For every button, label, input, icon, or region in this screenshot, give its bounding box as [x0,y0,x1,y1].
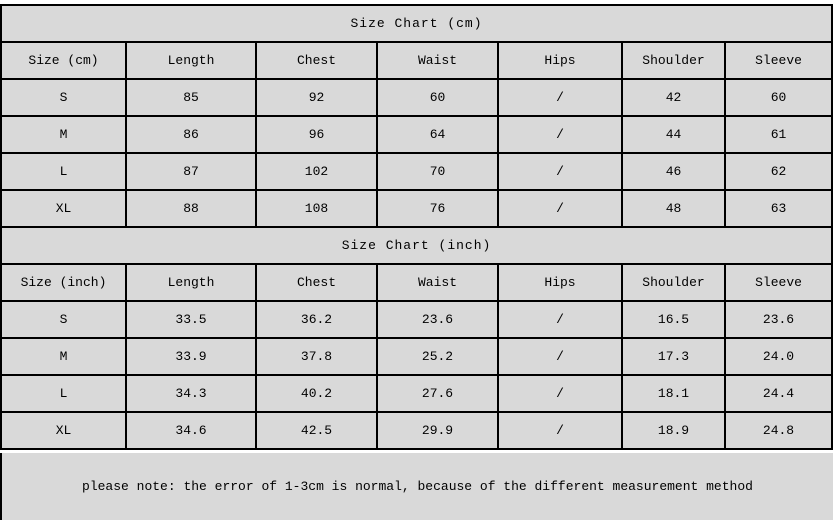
cell-value: 60 [725,79,832,116]
cell-value: 18.1 [622,375,725,412]
column-header-sleeve: Sleeve [725,42,832,79]
column-header-shoulder: Shoulder [622,264,725,301]
cell-value: / [498,375,622,412]
cell-value: 42 [622,79,725,116]
size-tables [0,4,833,450]
cell-value: 96 [256,116,377,153]
cell-value: 76 [377,190,498,227]
cell-value: 29.9 [377,412,498,449]
cell-value: 34.6 [126,412,256,449]
size-chart-inch-table [0,226,833,450]
column-header-chest: Chest [256,264,377,301]
size-label: L [1,153,126,190]
cell-value: 46 [622,153,725,190]
column-header-chest: Chest [256,42,377,79]
size-label: M [1,116,126,153]
size-label: XL [1,190,126,227]
cell-value: 24.0 [725,338,832,375]
cell-value: 40.2 [256,375,377,412]
cell-value: 37.8 [256,338,377,375]
column-header-shoulder: Shoulder [622,42,725,79]
cell-value: 85 [126,79,256,116]
cell-value: 27.6 [377,375,498,412]
cell-value: 23.6 [725,301,832,338]
cell-value: 88 [126,190,256,227]
cell-value: / [498,190,622,227]
table-row [1,79,832,116]
column-header-sleeve: Sleeve [725,264,832,301]
cell-value: 92 [256,79,377,116]
cell-value: 17.3 [622,338,725,375]
column-header-size: Size (cm) [1,42,126,79]
size-label: M [1,338,126,375]
cell-value: 61 [725,116,832,153]
cell-value: 44 [622,116,725,153]
cell-value: 108 [256,190,377,227]
table-title-row [1,5,832,42]
size-label: S [1,301,126,338]
column-header-waist: Waist [377,42,498,79]
column-header-length: Length [126,264,256,301]
cell-value: 42.5 [256,412,377,449]
cell-value: 64 [377,116,498,153]
size-label: S [1,79,126,116]
table-row [1,375,832,412]
column-header-length: Length [126,42,256,79]
cell-value: 102 [256,153,377,190]
cell-value: / [498,116,622,153]
cell-value: 62 [725,153,832,190]
cell-value: 18.9 [622,412,725,449]
column-header-hips: Hips [498,264,622,301]
cell-value: 24.8 [725,412,832,449]
cell-value: 25.2 [377,338,498,375]
table-row [1,116,832,153]
cell-value: 34.3 [126,375,256,412]
cell-value: 70 [377,153,498,190]
note-box [0,453,833,520]
cell-value: 63 [725,190,832,227]
cell-value: / [498,301,622,338]
note-text: please note: the error of 1-3cm is normal, because of the different measurement method [82,479,753,494]
size-label: L [1,375,126,412]
table-title-inch: Size Chart (inch) [1,227,832,264]
header-row [1,264,832,301]
cell-value: 36.2 [256,301,377,338]
column-header-waist: Waist [377,264,498,301]
cell-value: / [498,338,622,375]
size-label: XL [1,412,126,449]
cell-value: 16.5 [622,301,725,338]
cell-value: 33.9 [126,338,256,375]
table-row [1,301,832,338]
cell-value: 48 [622,190,725,227]
header-row [1,42,832,79]
table-title-row [1,227,832,264]
cell-value: 23.6 [377,301,498,338]
table-row [1,153,832,190]
table-row [1,190,832,227]
cell-value: / [498,79,622,116]
table-row [1,338,832,375]
cell-value: / [498,153,622,190]
cell-value: 33.5 [126,301,256,338]
table-row [1,412,832,449]
table-title-cm: Size Chart (cm) [1,5,832,42]
column-header-hips: Hips [498,42,622,79]
cell-value: 60 [377,79,498,116]
cell-value: 87 [126,153,256,190]
cell-value: / [498,412,622,449]
cell-value: 24.4 [725,375,832,412]
column-header-size: Size (inch) [1,264,126,301]
size-chart-cm-table [0,4,833,228]
cell-value: 86 [126,116,256,153]
